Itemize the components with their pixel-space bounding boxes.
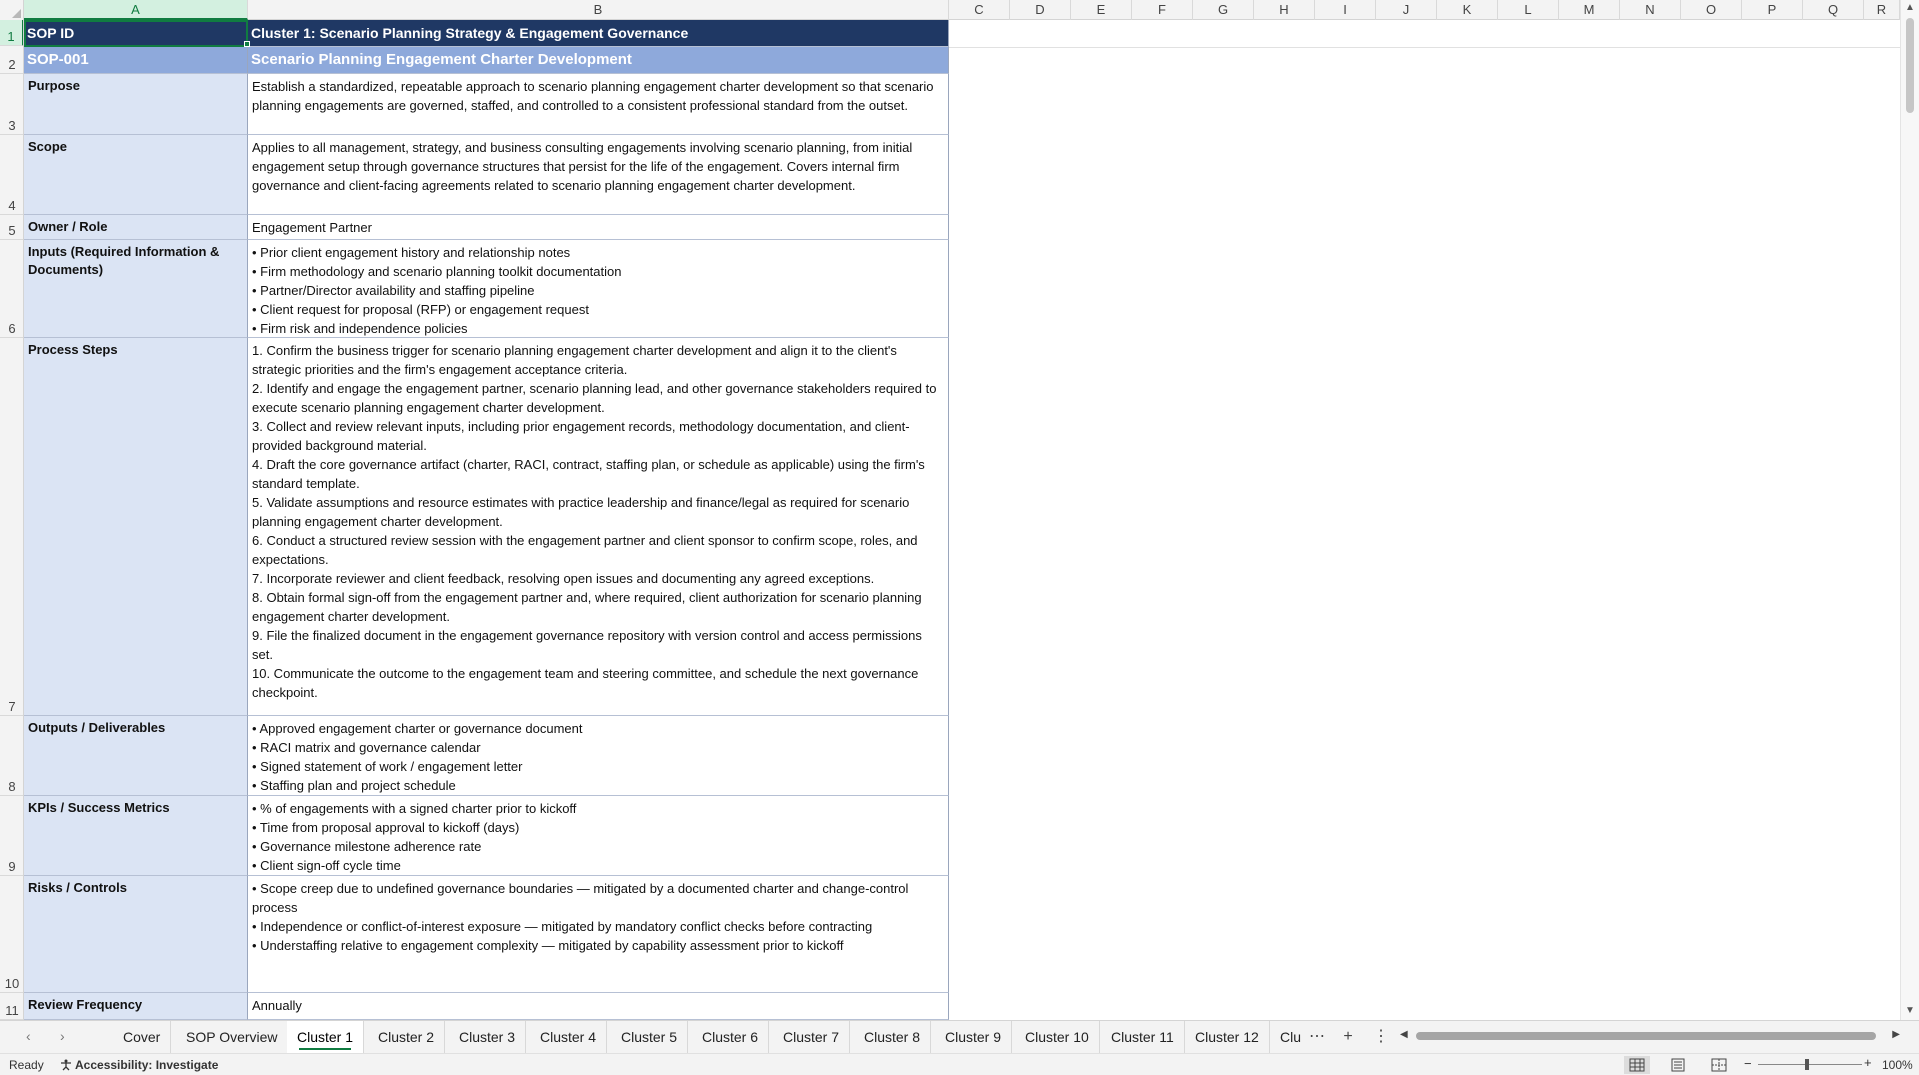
tab-cluster-truncated[interactable]: Clu [1280,1029,1302,1045]
vertical-scroll-thumb[interactable] [1906,18,1914,113]
cell-b2-sop-title[interactable]: Scenario Planning Engagement Charter Development [248,47,949,74]
scroll-down-icon[interactable]: ▼ [1905,1005,1915,1016]
cell-b8-outputs-value[interactable]: • Approved engagement charter or governance document • RACI matrix and governance calendar • Signed statement of work / engagement letter • Staffing plan and project schedule [248,716,949,796]
page-break-icon [1711,1058,1727,1072]
normal-view-button[interactable] [1624,1056,1650,1074]
row-header-10[interactable]: 10 [0,876,24,993]
column-header-n[interactable]: N [1620,0,1681,20]
cell-a5-owner-label[interactable]: Owner / Role [24,215,248,240]
column-header-h[interactable]: H [1254,0,1315,20]
zoom-knob[interactable] [1805,1059,1809,1070]
column-header-l[interactable]: L [1498,0,1559,20]
select-all-corner[interactable] [0,0,24,20]
column-header-g[interactable]: G [1193,0,1254,20]
page-break-view-button[interactable] [1706,1056,1732,1074]
column-header-o[interactable]: O [1681,0,1742,20]
tab-cluster-5[interactable]: Cluster 5 [611,1021,688,1053]
column-header-r[interactable]: R [1864,0,1900,20]
horizontal-scroll-thumb[interactable] [1416,1032,1876,1040]
column-header-bar [0,0,1919,20]
add-sheet-icon[interactable]: + [1343,1028,1353,1045]
tab-cluster-11[interactable]: Cluster 11 [1101,1021,1185,1053]
zoom-in-icon[interactable]: + [1864,1055,1872,1070]
row-header-5[interactable]: 5 [0,215,24,240]
cell-a10-risks-label[interactable]: Risks / Controls [24,876,248,993]
tab-options-icon[interactable]: ⋮ [1373,1028,1389,1045]
row-header-9[interactable]: 9 [0,796,24,876]
gridline [949,47,1900,48]
row-header-3[interactable]: 3 [0,74,24,135]
cell-a7-process-label[interactable]: Process Steps [24,338,248,716]
more-sheets-icon[interactable]: ⋯ [1309,1028,1325,1045]
normal-view-icon [1629,1058,1645,1072]
tab-cluster-4[interactable]: Cluster 4 [530,1021,607,1053]
worksheet-grid[interactable] [24,20,1900,1020]
cell-b9-kpis-value[interactable]: • % of engagements with a signed charter prior to kickoff • Time from proposal approval to kickoff (days) • Governance milestone adherence rate • Client sign-off cycle time [248,796,949,876]
cell-a3-purpose-label[interactable]: Purpose [24,74,248,135]
column-header-c[interactable]: C [949,0,1010,20]
zoom-slider[interactable] [1742,1055,1882,1072]
cell-a4-scope-label[interactable]: Scope [24,135,248,215]
cell-b7-process-value[interactable]: 1. Confirm the business trigger for scenario planning engagement charter development and align it to the client's strategic priorities and the firm's engagement acceptance criteria. 2. Identify and engage the engagement partner, scenario planning lead, and other governance stakeholders required to execute scenario planning engagement charter development. 3. Collect and review relevant inputs, including prior engagement records, methodology documentation, and client-provided background material. 4. Draft the core governance artifact (charter, RACI, contract, staffing plan, or schedule as applicable) using the firm's standard template. 5. Validate assumptions and resource estimates with practice leadership and finance/legal as required for scenario planning engagement charter development. 6. Conduct a structured review session with the engagement partner and client sponsor to confirm scope, roles, and expectations. 7. Incorporate reviewer and client feedback, resolving open issues and documenting any agreed exceptions. 8. Obtain formal sign-off from the engagement partner and, where required, client authorization for scenario planning engagement charter development. 9. File the finalized document in the engagement governance repository with version control and access permissions set. 10. Communicate the outcome to the engagement team and steering committee, and schedule the next governance checkpoint. [248,338,949,716]
cell-a1-sop-id-label[interactable]: SOP ID [24,20,248,47]
tab-cluster-9[interactable]: Cluster 9 [935,1021,1012,1053]
row-header-8[interactable]: 8 [0,716,24,796]
cell-b3-purpose-value[interactable]: Establish a standardized, repeatable approach to scenario planning engagement charter development so that scenario planning engagements are governed, staffed, and controlled to a consistent professional standard from the outset. [248,74,949,135]
tab-cluster-12[interactable]: Cluster 12 [1185,1021,1270,1053]
next-sheet-icon[interactable]: › [60,1028,65,1044]
tab-cluster-7[interactable]: Cluster 7 [773,1021,850,1053]
tab-cluster-10[interactable]: Cluster 10 [1015,1021,1100,1053]
cell-b10-risks-value[interactable]: • Scope creep due to undefined governance boundaries — mitigated by a documented charter and change-control process • Independence or conflict-of-interest exposure — mitigated by mandatory conflict checks before contracting • Understaffing relative to engagement complexity — mitigated by capability assessment prior to kickoff [248,876,949,993]
column-header-f[interactable]: F [1132,0,1193,20]
status-bar [0,1053,1919,1075]
column-header-q[interactable]: Q [1803,0,1864,20]
scroll-left-icon[interactable]: ◀ [1400,1029,1408,1040]
column-header-a[interactable]: A [24,0,248,20]
row-header-6[interactable]: 6 [0,240,24,338]
tab-cluster-1-label: Cluster 1 [297,1029,354,1045]
row-header-1[interactable]: 1 [0,20,24,46]
cell-a11-review-label[interactable]: Review Frequency [24,993,248,1020]
column-header-e[interactable]: E [1071,0,1132,20]
zoom-track [1758,1064,1862,1065]
cell-a6-inputs-label[interactable]: Inputs (Required Information & Documents) [24,240,248,338]
row-header-7[interactable]: 7 [0,338,24,716]
row-header-bar [0,20,24,1020]
column-header-p[interactable]: P [1742,0,1803,20]
horizontal-scrollbar[interactable] [1400,1029,1900,1043]
tab-cover[interactable]: Cover [113,1021,171,1053]
zoom-out-icon[interactable]: − [1744,1056,1752,1071]
row-header-11[interactable]: 11 [0,993,24,1020]
cell-b1-cluster-title[interactable]: Cluster 1: Scenario Planning Strategy & Engagement Governance [248,20,949,47]
accessibility-status[interactable]: Accessibility: Investigate [60,1058,218,1072]
cell-b5-owner-value[interactable]: Engagement Partner [248,215,949,240]
zoom-level[interactable]: 100% [1882,1058,1913,1072]
prev-sheet-icon[interactable]: ‹ [26,1028,31,1044]
tab-cluster-8[interactable]: Cluster 8 [854,1021,931,1053]
column-header-j[interactable]: J [1376,0,1437,20]
vertical-scrollbar[interactable] [1900,0,1919,1020]
cell-a8-outputs-label[interactable]: Outputs / Deliverables [24,716,248,796]
cell-b11-review-value[interactable]: Annually [248,993,949,1020]
active-tab-underline [299,1048,351,1050]
scroll-right-icon[interactable]: ▶ [1892,1029,1900,1040]
column-header-d[interactable]: D [1010,0,1071,20]
status-ready: Ready [9,1058,44,1072]
cell-b4-scope-value[interactable]: Applies to all management, strategy, and business consulting engagements involving scenario planning, from initial engagement setup through governance structures that persist for the life of the engagement. Covers internal firm governance and client-facing agreements related to scenario planning engagement charter development. [248,135,949,215]
tab-sop-overview[interactable]: SOP Overview [176,1021,289,1053]
column-header-k[interactable]: K [1437,0,1498,20]
tab-cluster-2[interactable]: Cluster 2 [368,1021,445,1053]
column-header-i[interactable]: I [1315,0,1376,20]
cell-a2-sop-id[interactable]: SOP-001 [24,47,248,74]
tab-cluster-3[interactable]: Cluster 3 [449,1021,526,1053]
cell-b6-inputs-value[interactable]: • Prior client engagement history and relationship notes • Firm methodology and scenario planning toolkit documentation • Partner/Director availability and staffing pipeline • Client request for proposal (RFP) or engagement request • Firm risk and independence policies [248,240,949,338]
scroll-up-icon[interactable]: ▲ [1905,2,1915,13]
page-layout-icon [1670,1058,1686,1072]
tab-cluster-6[interactable]: Cluster 6 [692,1021,769,1053]
row-header-4[interactable]: 4 [0,135,24,215]
row-header-2[interactable]: 2 [0,46,24,74]
cell-a9-kpis-label[interactable]: KPIs / Success Metrics [24,796,248,876]
page-layout-view-button[interactable] [1665,1056,1691,1074]
column-header-m[interactable]: M [1559,0,1620,20]
column-header-b[interactable]: B [248,0,949,20]
tab-cluster-1[interactable] [287,1021,364,1053]
accessibility-icon [60,1059,72,1071]
